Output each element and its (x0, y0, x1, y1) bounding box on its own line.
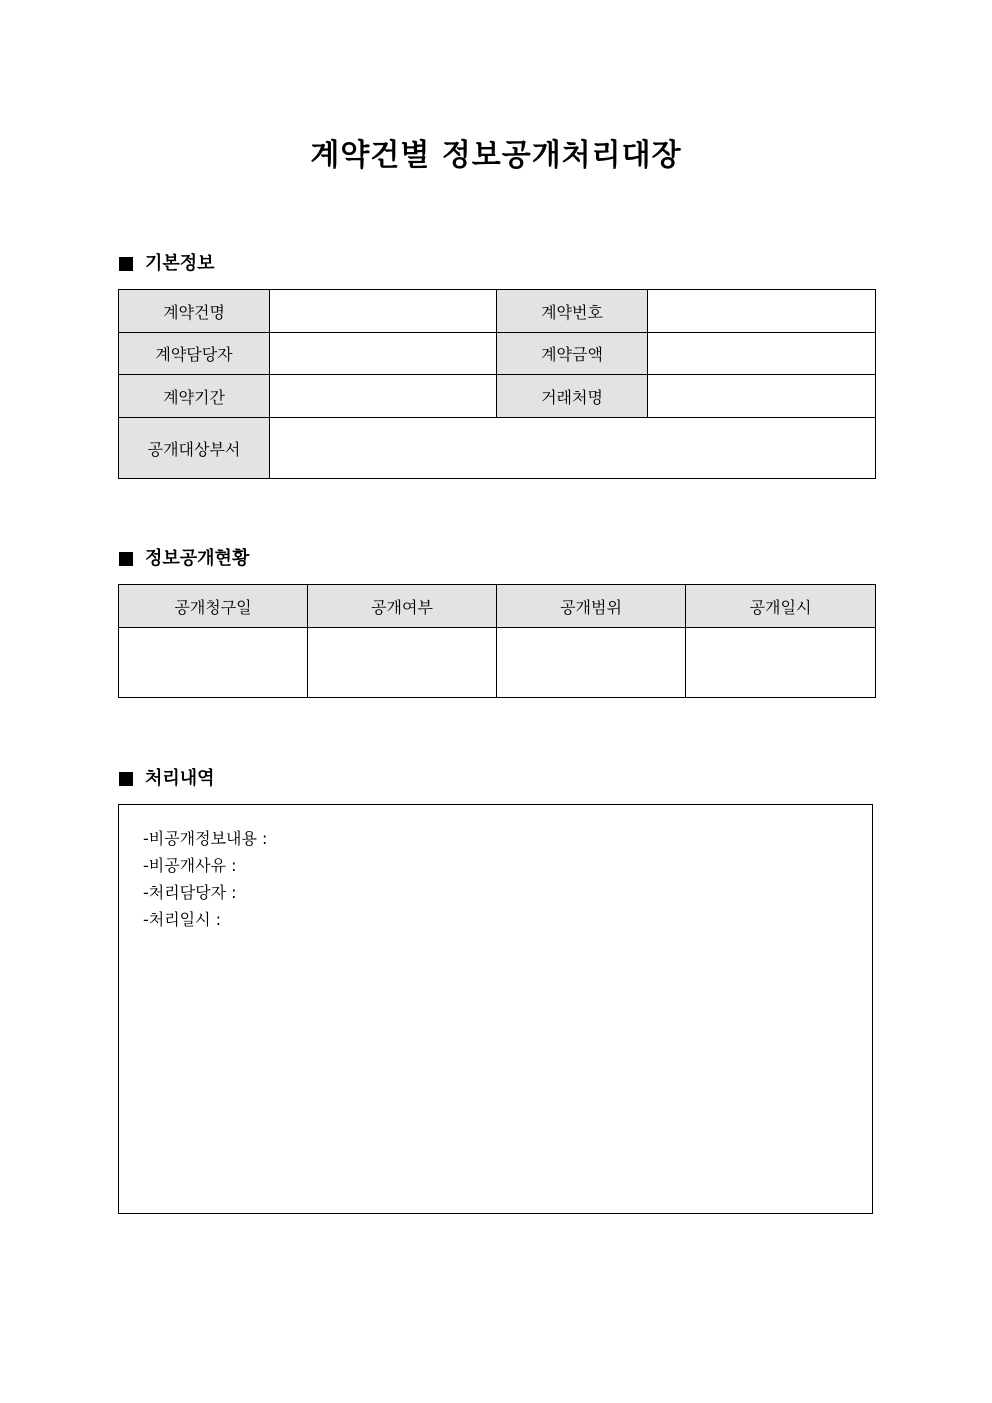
square-bullet-icon (119, 257, 133, 271)
square-bullet-icon (119, 552, 133, 566)
contract-number-field[interactable] (648, 290, 876, 333)
section-heading-processing (119, 767, 215, 791)
label-contract-amount: 계약금액 (497, 333, 648, 375)
section-heading-label: 처리내역 (145, 768, 215, 789)
disclosure-datetime-field[interactable] (686, 628, 876, 698)
label-contract-number: 계약번호 (497, 290, 648, 333)
label-contract-period: 계약기간 (119, 375, 270, 418)
section-heading-label: 정보공개현황 (145, 548, 250, 569)
label-target-department: 공개대상부서 (119, 418, 270, 479)
section-heading-disclosure-status (119, 547, 249, 571)
column-header-request-date: 공개청구일 (119, 585, 308, 628)
disclosure-scope-field[interactable] (497, 628, 686, 698)
contract-amount-field[interactable] (648, 333, 876, 375)
disclosure-status-table (118, 584, 876, 698)
target-department-field[interactable] (270, 418, 876, 479)
disclosure-status-field[interactable] (308, 628, 497, 698)
table-row (119, 290, 876, 333)
contract-period-field[interactable] (270, 375, 497, 418)
column-header-disclosure-status: 공개여부 (308, 585, 497, 628)
nondisclosed-info-line: -비공개정보내용 : (143, 829, 268, 848)
table-row (119, 333, 876, 375)
section-heading-basic-info (119, 252, 215, 276)
contract-manager-field[interactable] (270, 333, 497, 375)
table-row (119, 418, 876, 479)
section-heading-label: 기본정보 (145, 253, 215, 274)
nondisclosure-reason-line: -비공개사유 : (143, 856, 237, 875)
table-row (119, 375, 876, 418)
processing-details-box[interactable] (118, 804, 873, 1214)
contract-name-field[interactable] (270, 290, 497, 333)
column-header-disclosure-datetime: 공개일시 (686, 585, 876, 628)
label-contract-manager: 계약담당자 (119, 333, 270, 375)
basic-info-table (118, 289, 876, 479)
vendor-name-field[interactable] (648, 375, 876, 418)
label-vendor-name: 거래처명 (497, 375, 648, 418)
table-header-row (119, 585, 876, 628)
processing-datetime-line: -처리일시 : (143, 910, 222, 929)
column-header-disclosure-scope: 공개범위 (497, 585, 686, 628)
label-contract-name: 계약건명 (119, 290, 270, 333)
processing-manager-line: -처리담당자 : (143, 883, 237, 902)
request-date-field[interactable] (119, 628, 308, 698)
table-row (119, 628, 876, 698)
page-title: 계약건별 정보공개처리대장 (310, 138, 682, 173)
square-bullet-icon (119, 772, 133, 786)
